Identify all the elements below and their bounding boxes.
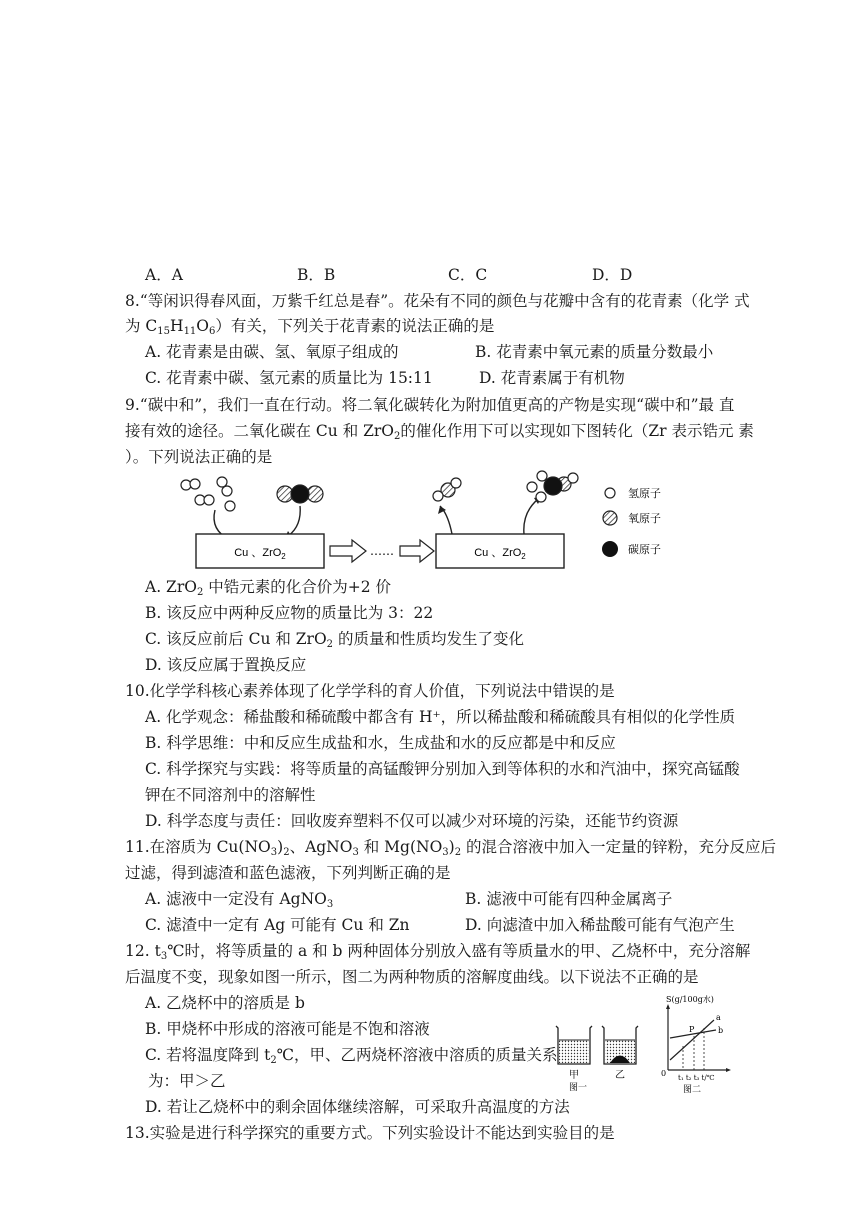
figure-2-caption: 图二 [682, 1085, 702, 1095]
q11-option-b: B. 滤液中可能有四种金属离子 [465, 890, 673, 908]
q10-option-a: A. 化学观念：稀盐酸和稀硫酸中都含有 H⁺，所以稀盐酸和稀硫酸具有相似的化学性质 [145, 708, 736, 726]
molecule-legend [602, 486, 661, 557]
y-axis-label: S(g/100g水) [666, 995, 714, 1004]
q9-reaction-diagram [170, 470, 690, 580]
co2-molecule-left [277, 485, 323, 503]
q9-stem-line3: ）。下列说法正确的是 [125, 448, 273, 466]
q8-option-a: A. 花青素是由碳、氢、氧原子组成的 [145, 343, 399, 361]
q9-option-b: B. 该反应中两种反应物的质量比为 3：22 [145, 604, 434, 622]
q7-option-a: A．A [145, 266, 183, 284]
q10-option-d: D. 科学态度与责任：回收废弃塑料不仅可以减少对环境的污染，还能节约资源 [145, 812, 679, 830]
point-p-label: P [689, 1025, 695, 1034]
q12-option-c-line1: C. 若将温度降到 $t_2℃$，甲、乙两烧杯溶液中溶质的质量关系 [145, 1046, 558, 1066]
q7-option-b: B．B [297, 266, 336, 284]
q11-option-c: C. 滤渣中一定有 Ag 可能有 Cu 和 Zn [145, 916, 410, 934]
q8-option-c: C. 花青素中碳、氢元素的质量比为 15:11 [145, 369, 433, 387]
process-arrow-1 [330, 540, 366, 562]
q10-option-c-line1: C. 科学探究与实践：将等质量的高锰酸钾分别加入到等体积的水和汽油中，探究高锰酸 [145, 760, 740, 778]
q12-option-b: B. 甲烧杯中形成的溶液可能是不饱和溶液 [145, 1020, 430, 1038]
water-molecule [433, 478, 461, 501]
beaker-yi [602, 1026, 638, 1064]
q8-stem-line1: 8.“等闲识得春风面，万紫千红总是春”。花朵有不同的颜色与花瓣中含有的花青素（化学 式 [125, 292, 750, 310]
q11-option-d: D. 向滤渣中加入稀盐酸可能有气泡产生 [465, 916, 735, 934]
x-axis-tick-labels: t₁ t₂ t₃ t/℃ [678, 1074, 715, 1082]
q8-stem-line2: 为 $C_{15}H_{11}O_6$）有关，下列关于花青素的说法正确的是 [125, 317, 495, 337]
catalyst-box-1-label: Cu 、ZrO$_2$ [234, 547, 286, 561]
process-arrow-2 [400, 540, 434, 562]
q10-option-c-line2: 钾在不同溶剂中的溶解性 [145, 786, 316, 804]
curve-a-label: a [716, 1013, 721, 1022]
legend-hydrogen-label: 氢原子 [628, 487, 661, 500]
q9-stem-line2: 接有效的途径。二氧化碳在 Cu 和 ZrO$_2$的催化作用下可以实现如下图转化（Zr 表示锆元 素 [125, 422, 754, 442]
methanol-molecule [527, 471, 578, 502]
hydrogen-atom-icon [605, 488, 615, 498]
beaker-jia-label: 甲 [569, 1070, 579, 1081]
curve-b-label: b [718, 1026, 724, 1035]
q11-stem-line1: 11.在溶质为 $Cu(NO_3)_2$、AgNO$_3$ 和 $Mg(NO_3)_2$ 的混合溶液中加入一定量的锌粉，充分反应后 [125, 838, 777, 858]
q7-option-c: C．C [448, 266, 488, 284]
legend-carbon-label: 碳原子 [628, 543, 661, 556]
figure-1-beakers [552, 1022, 652, 1094]
q9-option-c: C. 该反应前后 Cu 和 ZrO$_2$ 的质量和性质均发生了变化 [145, 630, 524, 650]
legend-oxygen-label: 氧原子 [628, 512, 661, 525]
q13-stem: 13.实验是进行科学探究的重要方式。下列实验设计不能达到实验目的是 [125, 1124, 615, 1142]
process-dots: …… [370, 544, 394, 558]
q8-option-b: B. 花青素中氧元素的质量分数最小 [475, 343, 714, 361]
q9-option-a: A. ZrO$_2$ 中锆元素的化合价为+2 价 [145, 578, 392, 598]
carbon-atom-icon [602, 541, 618, 557]
catalyst-box-2-label: Cu 、ZrO$_2$ [474, 547, 526, 561]
figure-1-caption: 图一 [568, 1083, 588, 1093]
q9-option-d: D. 该反应属于置换反应 [145, 656, 307, 674]
origin-label: 0 [661, 1069, 667, 1078]
oxygen-atom-icon [603, 511, 617, 525]
q12-option-c-line2: 为：甲＞乙 [148, 1072, 226, 1090]
q8-option-d: D. 花青素属于有机物 [479, 369, 625, 387]
q10-option-b: B. 科学思维：中和反应生成盐和水，生成盐和水的反应都是中和反应 [145, 734, 616, 752]
beaker-jia [556, 1026, 592, 1064]
figure-2-solubility-curve [656, 992, 736, 1098]
q12-stem-line1: 12. $t_3℃$时，将等质量的 a 和 b 两种固体分别放入盛有等质量水的甲、乙烧杯中，充分溶解 [125, 942, 751, 962]
q10-stem: 10.化学学科核心素养体现了化学学科的育人价值，下列说法中错误的是 [125, 682, 615, 700]
q7-option-d: D．D [592, 266, 633, 284]
q12-stem-line2: 后温度不变，现象如图一所示，图二为两种物质的溶解度曲线。以下说法不正确的是 [125, 968, 699, 986]
beaker-yi-label: 乙 [615, 1070, 625, 1081]
q11-option-a: A. 滤液中一定没有 AgNO$_3$ [145, 890, 334, 910]
q11-stem-line2: 过滤，得到滤渣和蓝色滤液，下列判断正确的是 [125, 864, 451, 882]
hydrogen-molecules-left [181, 477, 235, 511]
q12-option-a: A. 乙烧杯中的溶质是 b [145, 994, 305, 1012]
q12-option-d: D. 若让乙烧杯中的剩余固体继续溶解，可采取升高温度的方法 [145, 1098, 570, 1116]
q9-stem-line1: 9.“碳中和”，我们一直在行动。将二氧化碳转化为附加值更高的产物是实现“碳中和”最 直 [125, 396, 735, 414]
